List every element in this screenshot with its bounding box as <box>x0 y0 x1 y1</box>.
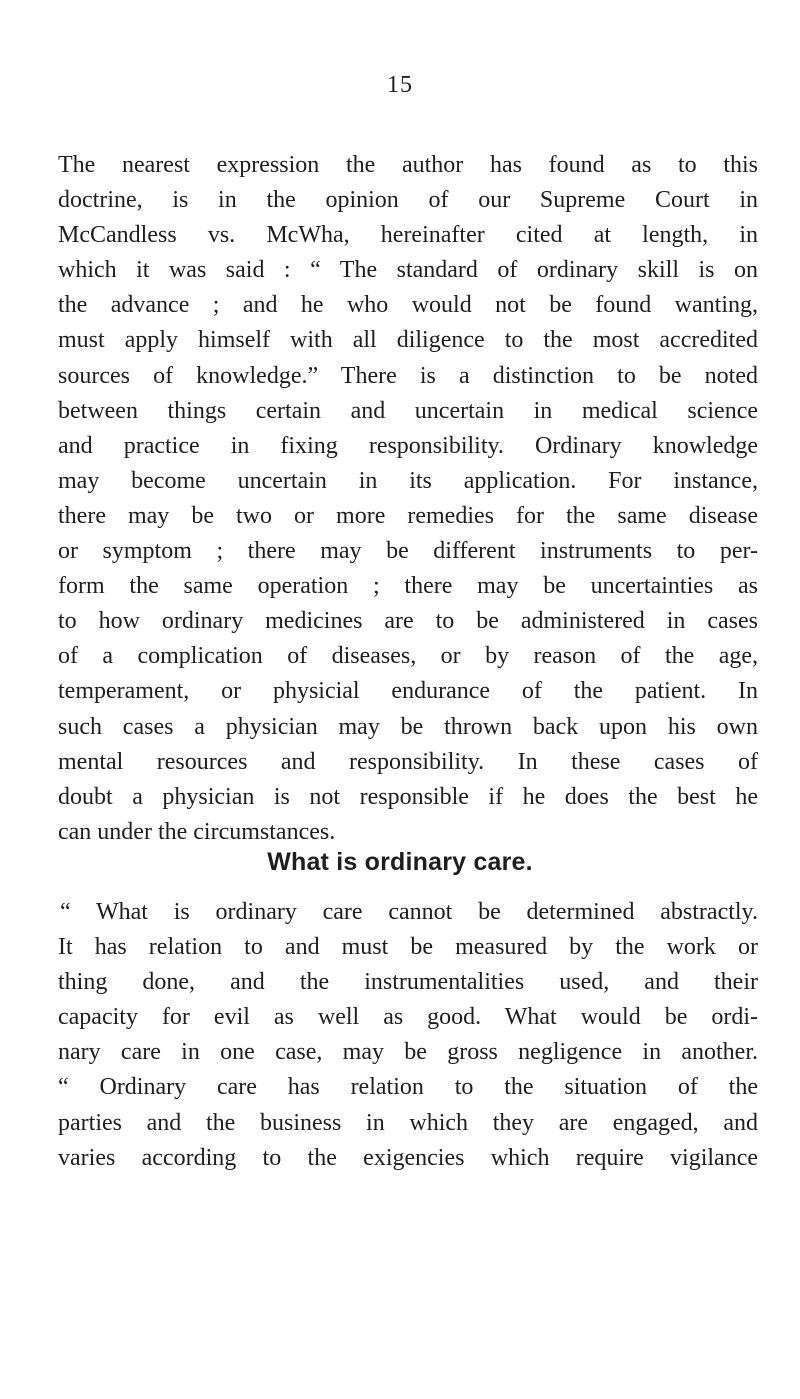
paragraph-standard-of-skill <box>58 148 758 850</box>
text-line: there may be two or more remedies for the same disease <box>58 502 758 529</box>
text-line: to how ordinary medicines are to be administered in cases <box>58 608 758 635</box>
text-line: which it was said : “ The standard of ordinary skill is on <box>58 257 758 284</box>
text-line: doctrine, is in the opinion of our Supreme Court in <box>58 187 758 214</box>
text-line: “ Ordinary care has relation to the situation of the <box>58 1074 758 1101</box>
text-line: the advance ; and he who would not be found wanting, <box>58 292 758 319</box>
text-line: It has relation to and must be measured by the work or <box>58 934 758 961</box>
text-line: parties and the business in which they are engaged, and <box>58 1109 758 1136</box>
text-line: “ What is ordinary care cannot be determined abstractly. <box>60 899 758 925</box>
text-line: McCandless vs. McWha, hereinafter cited at length, in <box>58 222 758 249</box>
text-line: between things certain and uncertain in medical science <box>58 397 758 424</box>
section-heading: What is ordinary care. <box>267 848 533 876</box>
text-line: must apply himself with all diligence to the most accredited <box>58 327 758 354</box>
text-line: can under the circumstances. <box>58 818 336 845</box>
text-line: may become uncertain in its application. For instance, <box>58 467 758 494</box>
text-line: nary care in one case, may be gross negligence in another. <box>58 1039 758 1066</box>
text-line: temperament, or physicial endurance of the patient. In <box>58 678 758 705</box>
text-line: varies according to the exigencies which require vigilance <box>58 1144 758 1171</box>
text-line: sources of knowledge.” There is a distinction to be noted <box>58 362 758 389</box>
text-line: mental resources and responsibility. In these cases of <box>58 748 758 775</box>
paragraph-ordinary-care <box>58 895 758 1176</box>
text-line: form the same operation ; there may be uncertainties as <box>58 573 758 600</box>
text-line: such cases a physician may be thrown back upon his own <box>58 713 758 740</box>
text-line: or symptom ; there may be different instruments to per- <box>58 538 758 565</box>
text-line: thing done, and the instrumentalities used, and their <box>58 969 758 996</box>
page-number: 15 <box>387 72 413 98</box>
text-line: capacity for evil as well as good. What would be ordi- <box>58 1004 758 1031</box>
text-line: doubt a physician is not responsible if he does the best he <box>58 783 758 810</box>
text-line: The nearest expression the author has found as to this <box>58 152 758 178</box>
text-line: of a complication of diseases, or by reason of the age, <box>58 643 758 670</box>
text-line: and practice in fixing responsibility. Ordinary knowledge <box>58 432 758 459</box>
